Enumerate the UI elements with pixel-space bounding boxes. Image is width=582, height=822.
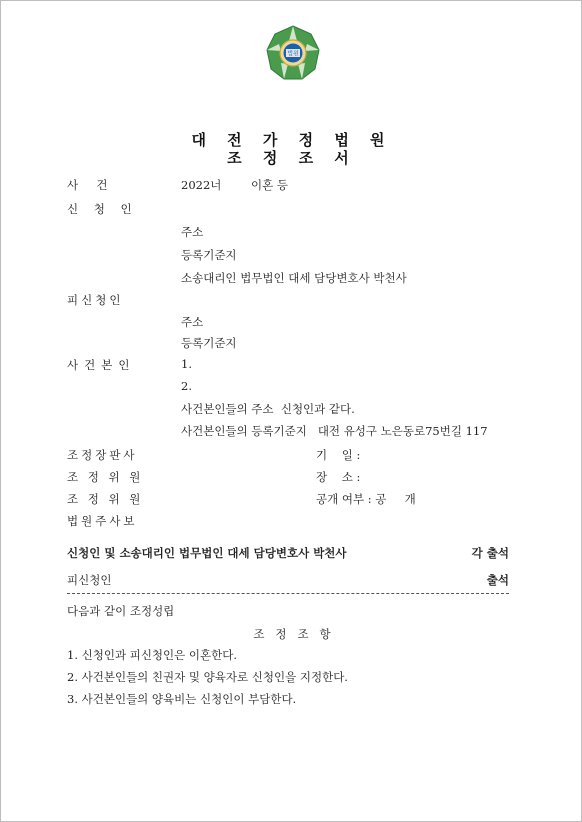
clerk-label: 법원주사보 [67,514,138,528]
applicant-registry-label: 등록기준지 [181,248,237,262]
seal-text: 법원 [287,50,299,58]
document-type: 조 정 조 서 [227,149,357,167]
court-emblem-icon [264,24,322,82]
terms-intro: 다음과 같이 조정성립 [67,604,175,618]
principal-item-1: 1. [181,357,192,371]
attendance-applicant-status: 각 출석 [471,546,509,560]
principal-item-2: 2. [181,379,192,393]
attendance-respondent: 피신청인 [67,573,112,587]
applicant-attorney: 소송대리인 법무법인 대세 담당변호사 박천사 [181,271,407,285]
court-name: 대 전 가 정 법 원 [191,131,393,149]
case-number: 2022너 [181,178,222,192]
term-item-1: 1. 신청인과 피신청인은 이혼한다. [67,648,238,662]
respondent-label: 피신청인 [67,293,124,307]
principals-address: 사건본인들의 주소 신청인과 같다. [181,402,355,416]
respondent-registry-label: 등록기준지 [181,336,237,350]
case-label: 사 건 [67,178,108,192]
judge-label: 조정장판사 [67,448,138,462]
mediator1-label: 조 정 위 원 [67,470,144,484]
applicant-address-label: 주소 [181,225,204,239]
term-item-3: 3. 사건본인들의 양육비는 신청인이 부담한다. [67,692,297,706]
respondent-address-label: 주소 [181,315,204,329]
mediator2-label: 조 정 위 원 [67,492,144,506]
term-item-2: 2. 사건본인들의 친권자 및 양육자로 신청인을 지정한다. [67,670,348,684]
hearing-date-label: 기 일 : [316,448,361,462]
attendance-respondent-status: 출석 [486,573,509,587]
attendance-applicant: 신청인 및 소송대리인 법무법인 대세 담당변호사 박천사 [67,546,347,560]
principals-label: 사건본인 [67,358,136,372]
principals-registry: 사건본인들의 등록기준지 대전 유성구 노은동로75번길 117 [181,424,488,438]
applicant-label: 신 청 인 [67,202,138,216]
case-title: 이혼 등 [251,178,288,192]
public-status: 공개 여부 : 공 개 [316,492,416,506]
terms-heading: 조 정 조 항 [253,627,331,641]
dashed-divider [67,593,509,594]
hearing-place-label: 장 소 : [316,470,361,484]
